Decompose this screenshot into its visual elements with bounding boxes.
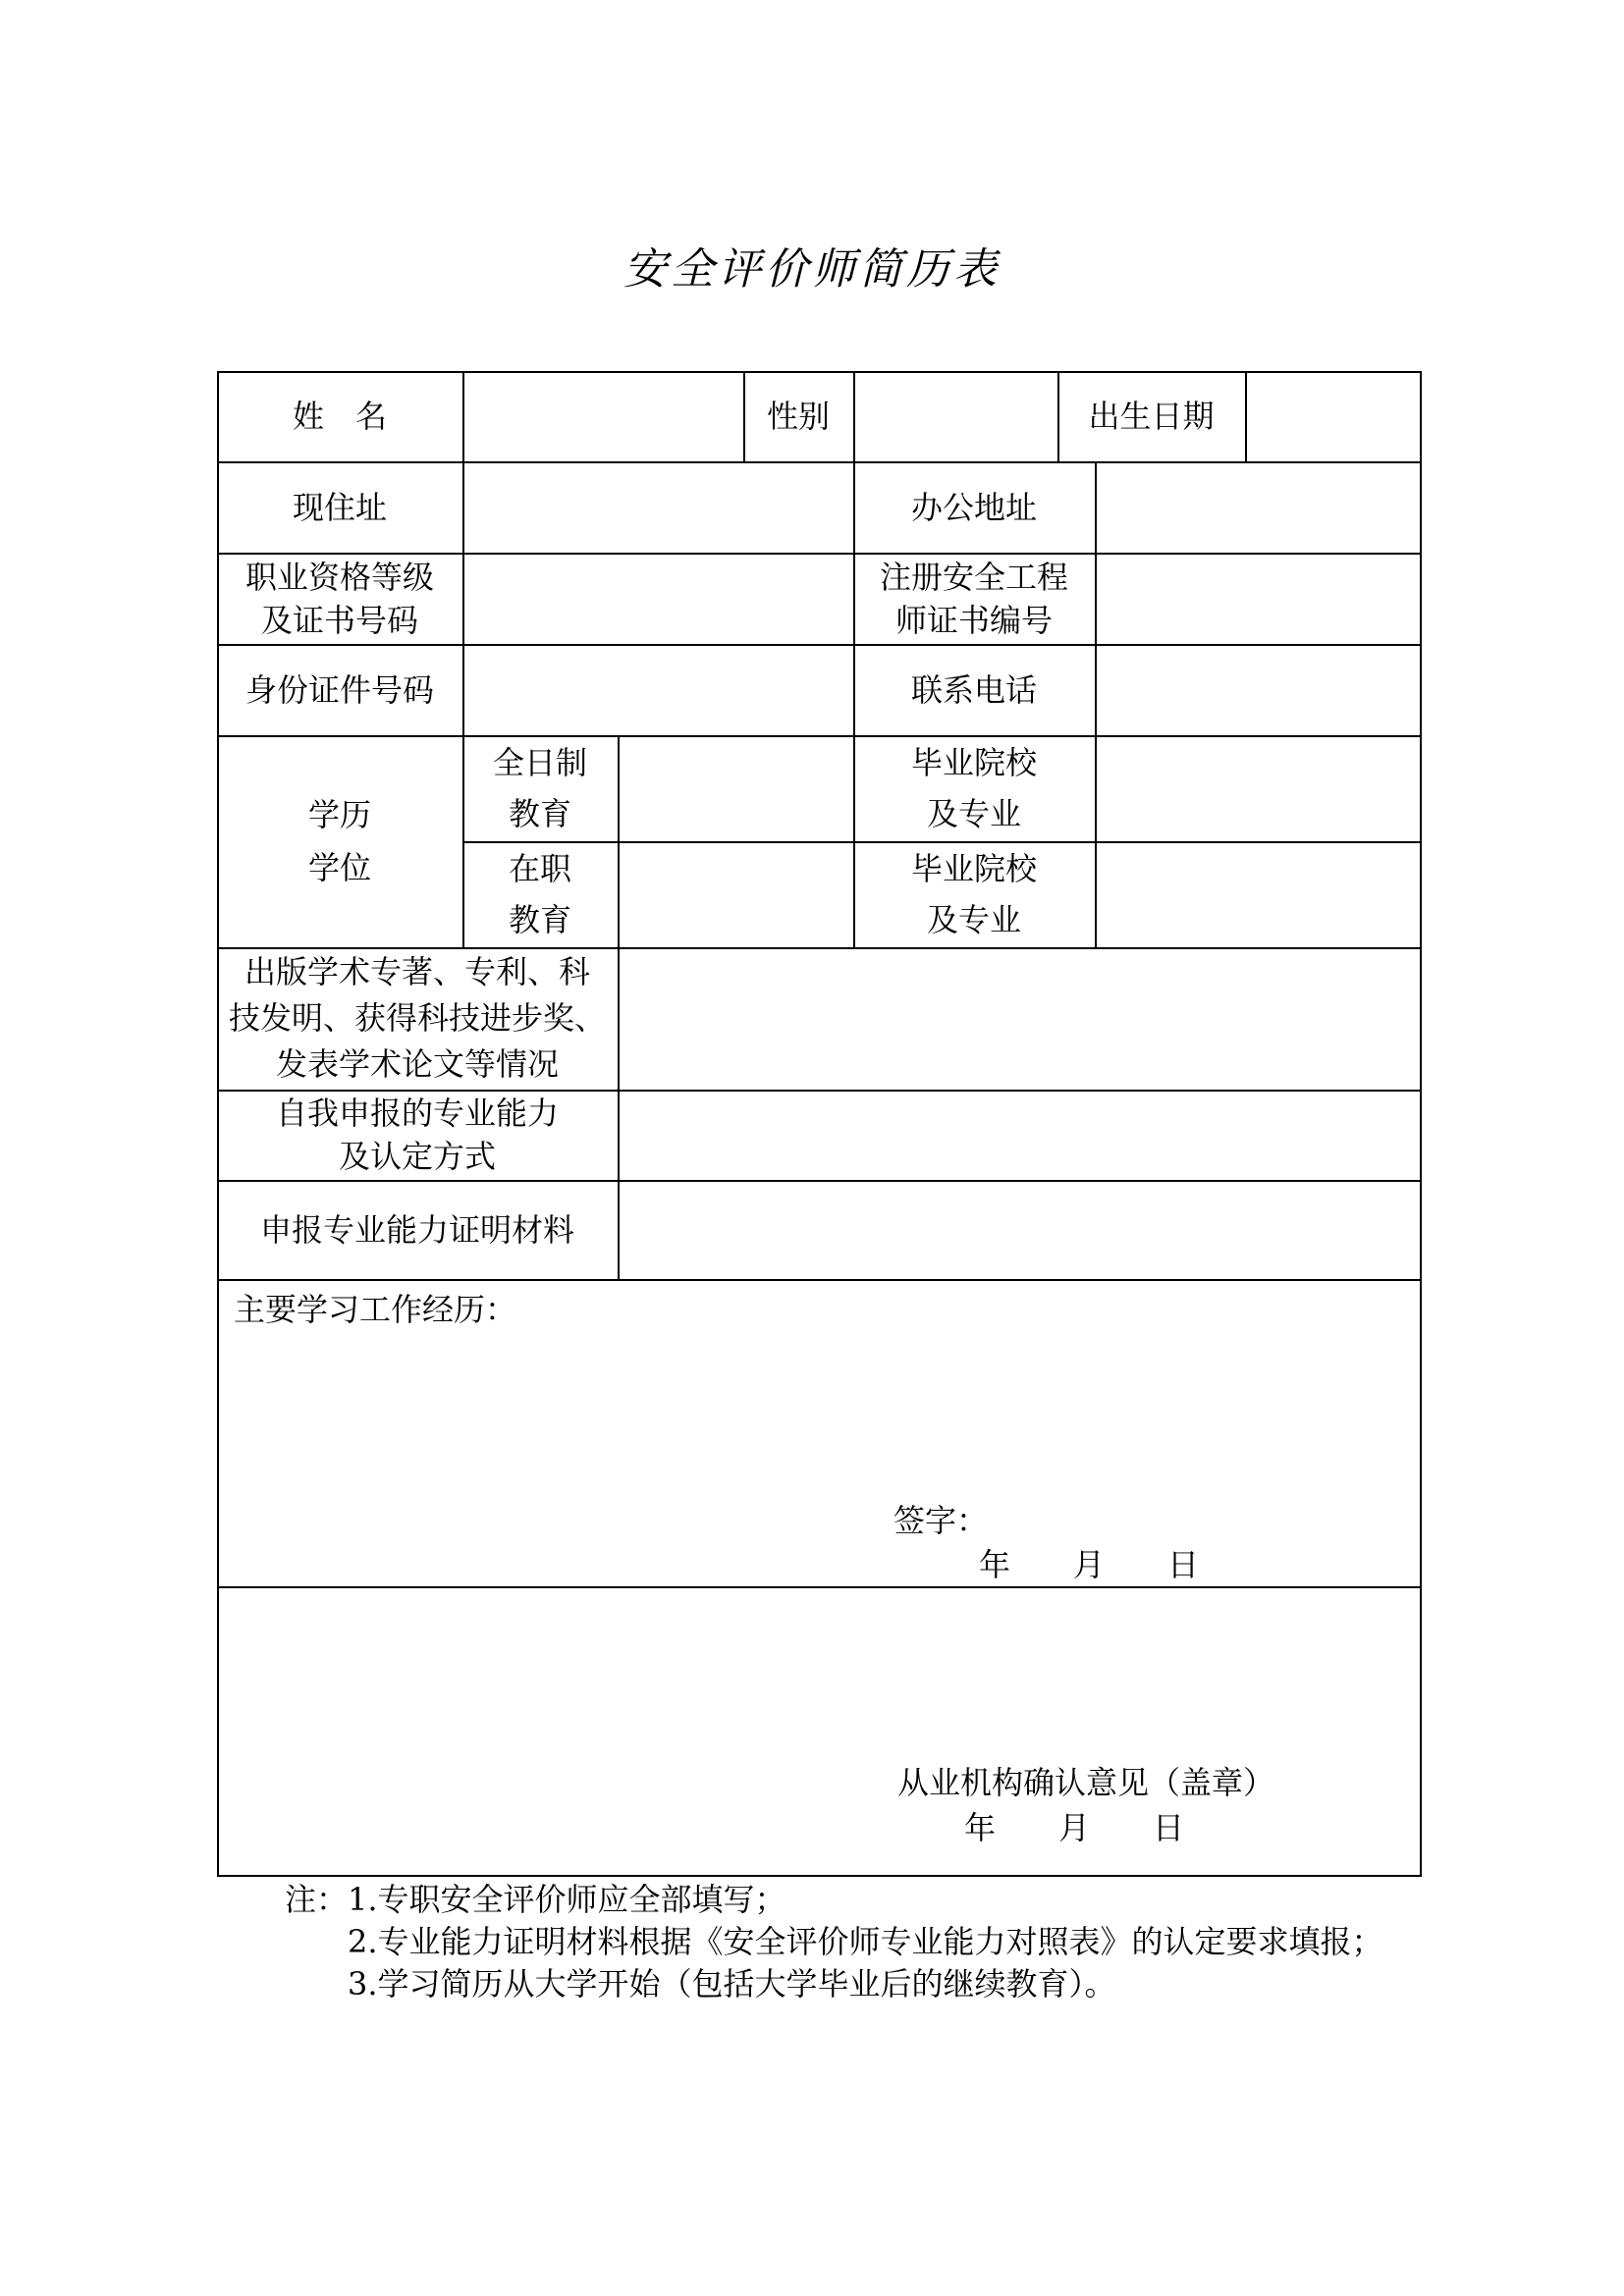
qualification-label: 职业资格等级 及证书号码	[244, 558, 434, 639]
parttime-education-field[interactable]	[618, 841, 853, 947]
gender-label: 性别	[766, 398, 830, 435]
signature-date: 年 月 日	[979, 1546, 1200, 1583]
note-2: 2.专业能力证明材料根据《安全评价师专业能力对照表》的认定要求填报；	[348, 1923, 1383, 1960]
office-address-field[interactable]	[1095, 461, 1422, 553]
birth-date-field[interactable]	[1245, 371, 1422, 461]
parttime-education-label: 在职 教育	[508, 850, 571, 938]
address-field[interactable]	[462, 461, 853, 553]
parttime-school-field[interactable]	[1095, 841, 1422, 947]
note-3: 3.学习简历从大学开始（包括大学毕业后的继续教育）。	[348, 1965, 1116, 2002]
org-confirmation-label: 从业机构确认意见（盖章）	[897, 1764, 1275, 1801]
office-address-label: 办公地址	[910, 488, 1037, 526]
parttime-school-label: 毕业院校 及专业	[910, 850, 1037, 938]
fulltime-education-field[interactable]	[618, 735, 853, 841]
evidence-materials-field[interactable]	[618, 1180, 1422, 1279]
self-declared-ability-field[interactable]	[618, 1090, 1422, 1180]
signature-label: 签字：	[893, 1502, 989, 1539]
id-number-label: 身份证件号码	[244, 670, 434, 709]
phone-field[interactable]	[1095, 644, 1422, 735]
fulltime-school-label: 毕业院校 及专业	[910, 744, 1037, 832]
phone-label: 联系电话	[910, 670, 1037, 709]
birth-date-label: 出生日期	[1088, 398, 1215, 435]
education-label: 学历 学位	[307, 796, 371, 886]
qualification-field[interactable]	[462, 553, 853, 644]
gender-field[interactable]	[853, 371, 1057, 461]
id-number-field[interactable]	[462, 644, 853, 735]
address-label: 现住址	[292, 488, 387, 526]
publications-field[interactable]	[618, 947, 1422, 1090]
form-title: 安全评价师简历表	[623, 244, 1001, 294]
registration-cert-field[interactable]	[1095, 553, 1422, 644]
fulltime-education-label: 全日制 教育	[492, 744, 587, 832]
org-confirmation-date: 年 月 日	[964, 1809, 1185, 1846]
note-1: 注：1.专职安全评价师应全部填写；	[285, 1881, 786, 1918]
fulltime-school-field[interactable]	[1095, 735, 1422, 841]
work-history-label: 主要学习工作经历：	[234, 1291, 517, 1328]
self-declared-ability-label: 自我申报的专业能力 及认定方式	[275, 1095, 559, 1175]
publications-label: 出版学术专著、专利、科 技发明、获得科技进步奖、 发表学术论文等情况	[228, 953, 606, 1083]
org-confirmation-field[interactable]	[217, 1586, 1422, 1877]
registration-cert-label: 注册安全工程 师证书编号	[879, 558, 1068, 639]
name-label: 姓 名	[292, 398, 387, 435]
evidence-materials-label: 申报专业能力证明材料	[259, 1210, 574, 1249]
name-field[interactable]	[462, 371, 743, 461]
